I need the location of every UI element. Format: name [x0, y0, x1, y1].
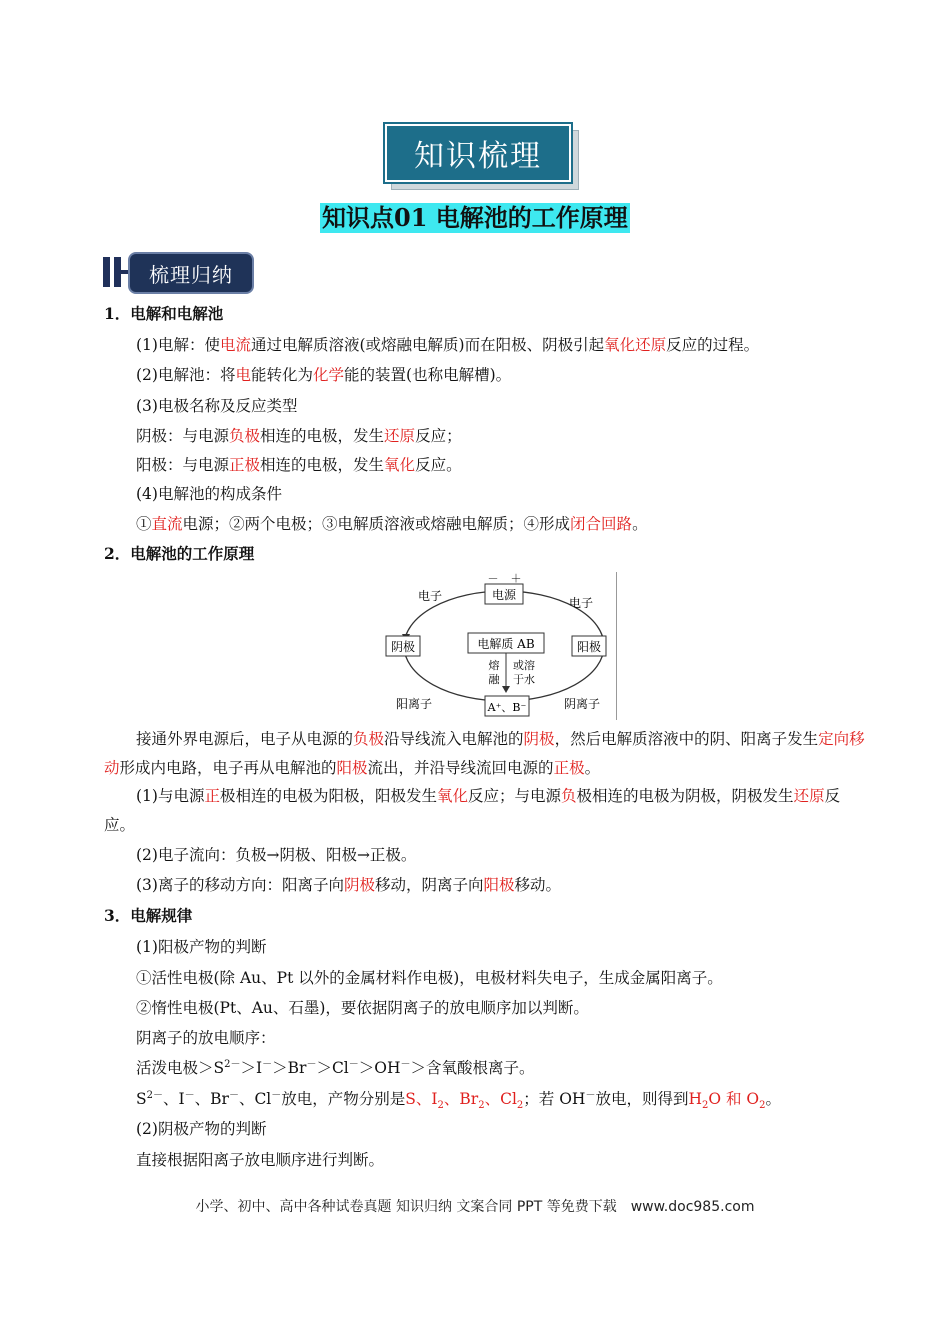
section-banner — [385, 124, 573, 184]
s2-electron-flow: (2)电子流向：负极→阴极、阳极→正极。 — [136, 846, 417, 864]
s1-line-6: (4)电解池的构成条件 — [136, 485, 282, 503]
electron-right-label: 电子 — [568, 596, 594, 610]
dissociation-arrow — [502, 686, 510, 693]
power-label: 电源 — [491, 588, 517, 602]
s3-products-line: $S^{2-}$、I－、Br－、Cl－放电，产物分别是S、$I_2$、$Br_2$、$Cl_2$；若 OH－放电，则得到$H_2O$ 和 $O_2$。 — [136, 1089, 782, 1112]
s2-electrode-paragraph: (1)与电源正极相连的电极为阳极，阳极发生氧化反应；与电源负极相连的电极为阴极，阴极发生还原反应。 — [104, 787, 841, 834]
s2-principle-paragraph: 接通外界电源后，电子从电源的负极沿导线流入电解池的阴极，然后电解质溶液中的阴、阳离子发生定向移动形成内电路，电子再从电解池的阳极流出，并沿导线流回电源的正极。 — [104, 730, 865, 777]
minus-sign: － — [487, 572, 499, 585]
s1-line-1: (1)电解：使电流通过电解质溶液(或熔融电解质)而在阳极、阴极引起氧化还原反应的过程。 — [136, 336, 760, 354]
s3-line-7: (2)阴极产物的判断 — [136, 1120, 267, 1138]
dissolve-text-2: 于水 — [513, 673, 535, 686]
ions-label: A⁺、B⁻ — [487, 701, 527, 714]
electrolyte-label: 电解质 AB — [477, 637, 535, 651]
s3-line-1: (1)阳极产物的判断 — [136, 938, 267, 956]
s2-ion-movement: (3)离子的移动方向：阳离子向阴极移动，阴离子向阳极移动。 — [136, 876, 562, 894]
footer-text: 小学、初中、高中各种试卷真题 知识归纳 文案合同 PPT 等免费下载 www.doc985.com — [195, 1199, 755, 1215]
s3-discharge-order: 活泼电极$>S^{2-}>I^->Br^->Cl^->OH^->$含氧酸根离子。 — [136, 1058, 535, 1077]
dissolve-text-1: 或溶 — [513, 659, 535, 672]
melt-char-2: 融 — [488, 673, 500, 686]
cathode-label: 阴极 — [390, 640, 416, 654]
s1-line-2: (2)电解池：将电能转化为化学能的装置(也称电解槽)。 — [136, 366, 512, 384]
banner-title: 知识梳理 — [385, 124, 571, 182]
section-2-heading: 2．电解池的工作原理 — [104, 544, 255, 563]
s3-line-2: ①活性电极(除 Au、Pt 以外的金属材料作电极)，电极材料失电子，生成金属阳离子。 — [136, 969, 723, 987]
anion-label: 阴离子 — [563, 697, 601, 711]
knowledge-point-title: 知识点01 电解池的工作原理 — [322, 203, 628, 232]
plus-sign: ＋ — [510, 572, 522, 585]
s1-line-4: 阴极：与电源负极相连的电极，发生还原反应； — [136, 427, 462, 445]
section-3-heading: 3．电解规律 — [104, 906, 193, 925]
melt-char-1: 熔 — [488, 659, 500, 672]
cation-label: 阳离子 — [395, 697, 433, 711]
s3-line-4: 阴离子的放电顺序： — [136, 1029, 276, 1047]
s1-line-7: ①直流电源；②两个电极；③电解质溶液或熔融电解质；④形成闭合回路。 — [136, 515, 648, 533]
diagram-svg — [376, 572, 616, 720]
electrolysis-diagram — [376, 572, 617, 720]
s3-line-3: ②惰性电极(Pt、Au、石墨)，要依据阴离子的放电顺序加以判断。 — [136, 999, 589, 1017]
s1-line-3: (3)电极名称及反应类型 — [136, 397, 298, 415]
anode-label: 阳极 — [576, 640, 602, 654]
electron-left-label: 电子 — [417, 589, 443, 603]
s3-line-8: 直接根据阳离子放电顺序进行判断。 — [136, 1151, 385, 1169]
summary-label: 梳理归纳 — [128, 252, 254, 294]
section-1-heading: 1．电解和电解池 — [104, 304, 224, 323]
s1-line-5: 阳极：与电源正极相连的电极，发生氧化反应。 — [136, 456, 462, 474]
summary-label-badge — [103, 251, 253, 293]
